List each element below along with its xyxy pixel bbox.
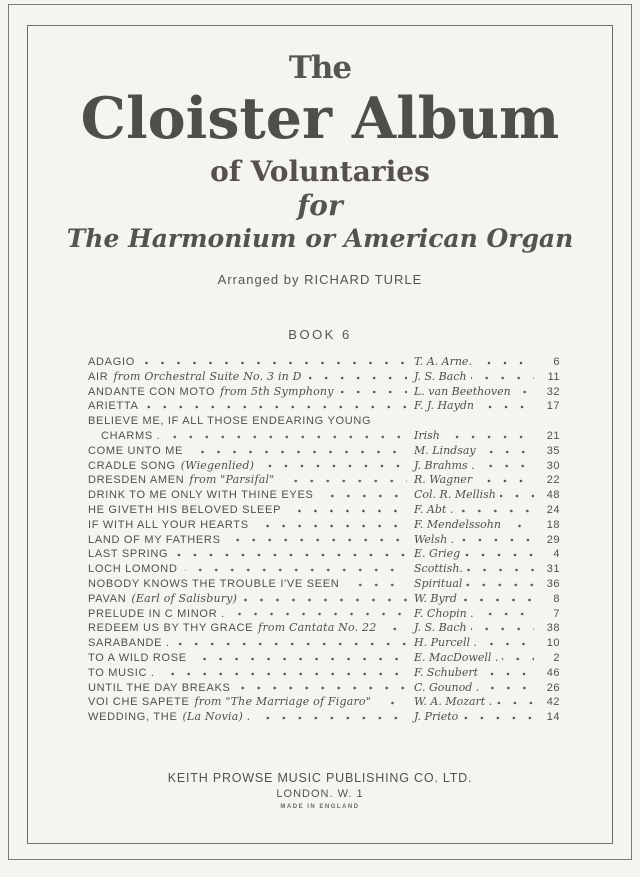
toc-page-number: 4 [553, 548, 560, 561]
toc-dot-leader [341, 389, 407, 399]
toc-dot-leader-2 [500, 493, 534, 503]
toc-dot-leader-2 [466, 582, 534, 592]
toc-page-number: 8 [553, 592, 560, 605]
toc-dot-leader-2 [496, 700, 534, 710]
toc-detail: from 5th Symphony [220, 384, 334, 398]
toc-dot-leader [167, 434, 407, 444]
toc-dot-leader [185, 567, 407, 577]
toc-title: ADAGIO [88, 356, 135, 368]
toc-dot-leader-2 [457, 508, 534, 518]
toc-dot-leader [257, 715, 407, 725]
toc-row [88, 695, 560, 710]
toc-dot-leader [142, 360, 407, 370]
toc-row [88, 666, 560, 681]
for-word: for [297, 189, 343, 222]
toc-row [88, 355, 560, 370]
toc-dot-leader [232, 611, 407, 621]
toc-row [88, 621, 560, 636]
toc-dot-leader-2 [502, 656, 534, 666]
toc-dot-leader-2 [476, 360, 534, 370]
toc-dot-leader [190, 449, 407, 459]
toc-page-number: 35 [546, 444, 560, 457]
toc-title: SARABANDE . [88, 637, 170, 650]
toc-row [88, 488, 560, 503]
toc-page-number: 11 [547, 370, 560, 383]
toc-title: LAND OF MY FATHERS [88, 533, 221, 546]
toc-dot-leader-2 [515, 389, 534, 399]
toc-composer: H. Purcell . [414, 636, 478, 650]
toc-dot-leader [346, 582, 407, 592]
contents-list [88, 355, 560, 725]
toc-composer: R. Wagner [414, 473, 473, 487]
toc-dot-leader [378, 700, 407, 710]
toc-composer: Irish [414, 428, 440, 442]
toc-row [88, 533, 560, 548]
publisher-city: LONDON. W. 1 [276, 787, 364, 800]
toc-composer: Scottish. [414, 562, 463, 576]
toc-page-number: 10 [546, 637, 560, 650]
toc-dot-leader-2 [479, 463, 534, 473]
toc-dot-leader-2 [480, 449, 534, 459]
toc-page-number: 31 [546, 563, 560, 576]
toc-title-line1: BELIEVE ME, IF ALL THOSE ENDEARING YOUNG [88, 415, 372, 428]
toc-row [88, 518, 560, 533]
title-block [0, 50, 640, 287]
arranger-line: Arranged by RICHARD TURLE [217, 272, 423, 287]
toc-dot-leader-2 [471, 375, 534, 385]
toc-dot-leader [309, 375, 407, 385]
toc-composer: M. Lindsay [414, 443, 476, 457]
toc-detail: (Earl of Salisbury) [131, 591, 238, 605]
toc-composer: W. Byrd [414, 591, 457, 605]
toc-dot-leader-2 [471, 626, 534, 636]
toc-row [88, 399, 560, 414]
toc-dot-leader-2 [462, 715, 534, 725]
toc-row [88, 459, 560, 474]
toc-title: AIR [88, 370, 109, 383]
toc-dot-leader-2 [467, 567, 534, 577]
toc-composer: Spiritual [414, 576, 463, 590]
toc-composer: W. A. Mozart . [414, 695, 493, 709]
toc-title: PRELUDE IN C MINOR . [88, 607, 225, 620]
toc-row [88, 681, 560, 696]
toc-row [88, 636, 560, 651]
toc-title: DRINK TO ME ONLY WITH THINE EYES [88, 489, 314, 502]
toc-page-number: 6 [553, 356, 560, 368]
toc-title: IF WITH ALL YOUR HEARTS [88, 518, 249, 531]
toc-row [88, 577, 560, 592]
toc-row [88, 385, 560, 400]
toc-page-number: 7 [553, 607, 560, 620]
toc-title: ANDANTE CON MOTO [88, 385, 216, 398]
toc-title: DRESDEN AMEN [88, 474, 185, 487]
toc-dot-leader [228, 537, 407, 547]
toc-composer: J. Prieto [414, 710, 459, 724]
toc-dot-leader [288, 508, 407, 518]
toc-composer: F. Mendelssohn [414, 517, 501, 531]
toc-row [88, 607, 560, 622]
toc-composer: Welsh . [414, 532, 455, 546]
toc-dot-leader [321, 493, 407, 503]
toc-row [88, 503, 560, 518]
toc-row [88, 562, 560, 577]
toc-page-number: 36 [546, 577, 560, 590]
toc-dot-leader-2 [478, 611, 534, 621]
toc-title: ARIETTA [88, 400, 139, 413]
toc-dot-leader-2 [483, 685, 534, 695]
toc-dot-leader-2 [476, 478, 534, 488]
toc-page-number: 2 [553, 651, 560, 664]
instruments-line: The Harmonium or American Organ [66, 224, 574, 253]
toc-row [88, 444, 560, 459]
toc-dot-leader-2 [461, 597, 534, 607]
toc-title: LOCH LOMOND [88, 563, 178, 576]
toc-composer: F. Chopin . [414, 606, 474, 620]
album-title: Cloister Album [80, 85, 560, 152]
toc-page-number: 14 [546, 711, 560, 724]
book-heading: BOOK 6 [288, 327, 352, 342]
toc-title: COME UNTO ME [88, 444, 183, 457]
toc-dot-leader [146, 404, 407, 414]
toc-page-number: 21 [546, 429, 560, 442]
toc-page-number: 29 [546, 533, 560, 546]
toc-composer: F. Schubert [414, 665, 479, 679]
toc-dot-leader-2 [444, 434, 534, 444]
toc-composer: L. van Beethoven [414, 384, 511, 398]
title-the-word: The [288, 50, 352, 86]
toc-dot-leader-2 [464, 552, 534, 562]
toc-dot-leader [177, 641, 407, 651]
toc-dot-leader-2 [458, 537, 534, 547]
made-in-england-label: MADE IN ENGLAND [280, 803, 360, 810]
toc-row [88, 651, 560, 666]
toc-dot-leader [281, 478, 407, 488]
toc-page-number: 48 [546, 489, 560, 502]
toc-composer: Col. R. Mellish [414, 488, 496, 502]
toc-dot-leader [162, 671, 407, 681]
toc-title: REDEEM US BY THY GRACE [88, 622, 254, 635]
toc-page-number: 32 [546, 385, 560, 398]
toc-row [88, 414, 560, 444]
toc-detail: from "Parsifal" [189, 473, 275, 487]
toc-row [88, 473, 560, 488]
toc-title: TO MUSIC . [88, 666, 155, 679]
toc-detail: (Wiegenlied) [180, 458, 255, 472]
toc-dot-leader-2 [482, 671, 534, 681]
toc-dot-leader-2 [505, 523, 534, 533]
toc-dot-leader-2 [478, 404, 534, 414]
toc-dot-leader [261, 463, 407, 473]
toc-title: UNTIL THE DAY BREAKS [88, 681, 231, 694]
toc-page-number: 46 [546, 666, 560, 679]
toc-title: HE GIVETH HIS BELOVED SLEEP [88, 503, 282, 516]
toc-page-number: 17 [546, 400, 560, 413]
toc-row [88, 370, 560, 385]
toc-row [88, 710, 560, 725]
toc-dot-leader [383, 626, 407, 636]
toc-composer: T. A. Arne. [414, 355, 472, 368]
toc-title: WEDDING, THE [88, 711, 178, 724]
album-subtitle: of Voluntaries [210, 155, 430, 188]
toc-dot-leader [238, 685, 407, 695]
toc-page-number: 26 [546, 681, 560, 694]
toc-detail: from Orchestral Suite No. 3 in D [113, 369, 302, 383]
toc-composer: F. Abt . [414, 502, 454, 516]
toc-row [88, 547, 560, 562]
toc-detail: from Cantata No. 22 [258, 621, 377, 635]
toc-page-number: 24 [546, 503, 560, 516]
toc-dot-leader [194, 656, 407, 666]
toc-composer: F. J. Haydn [414, 399, 474, 413]
publisher-block [0, 771, 640, 810]
toc-title: CRADLE SONG [88, 459, 176, 472]
toc-page-number: 22 [546, 474, 560, 487]
toc-detail: (La Novia) . [182, 710, 251, 724]
toc-dot-leader-2 [481, 641, 534, 651]
toc-title: PAVAN [88, 592, 127, 605]
toc-page-number: 18 [546, 518, 560, 531]
toc-detail: from "The Marriage of Figaro" [194, 695, 372, 709]
toc-title: NOBODY KNOWS THE TROUBLE I'VE SEEN [88, 577, 340, 590]
toc-page-number: 38 [546, 622, 560, 635]
toc-composer: J. Brahms . [414, 458, 475, 472]
toc-composer: C. Gounod . [414, 680, 480, 694]
toc-page-number: 42 [546, 696, 560, 709]
toc-dot-leader [175, 552, 407, 562]
toc-dot-leader [244, 597, 407, 607]
toc-title: CHARMS . [101, 429, 161, 442]
publisher-name: KEITH PROWSE MUSIC PUBLISHING CO. LTD. [167, 770, 473, 785]
toc-dot-leader [256, 523, 407, 533]
toc-row [88, 592, 560, 607]
toc-title: LAST SPRING [88, 548, 169, 561]
toc-composer: E. MacDowell . [414, 650, 499, 664]
toc-title: VOI CHE SAPETE [88, 696, 190, 709]
toc-page-number: 30 [546, 459, 560, 472]
toc-composer: J. S. Bach [414, 369, 467, 383]
toc-title: TO A WILD ROSE [88, 651, 187, 664]
toc-composer: E. Grieg [414, 547, 461, 561]
toc-composer: J. S. Bach [414, 621, 467, 635]
